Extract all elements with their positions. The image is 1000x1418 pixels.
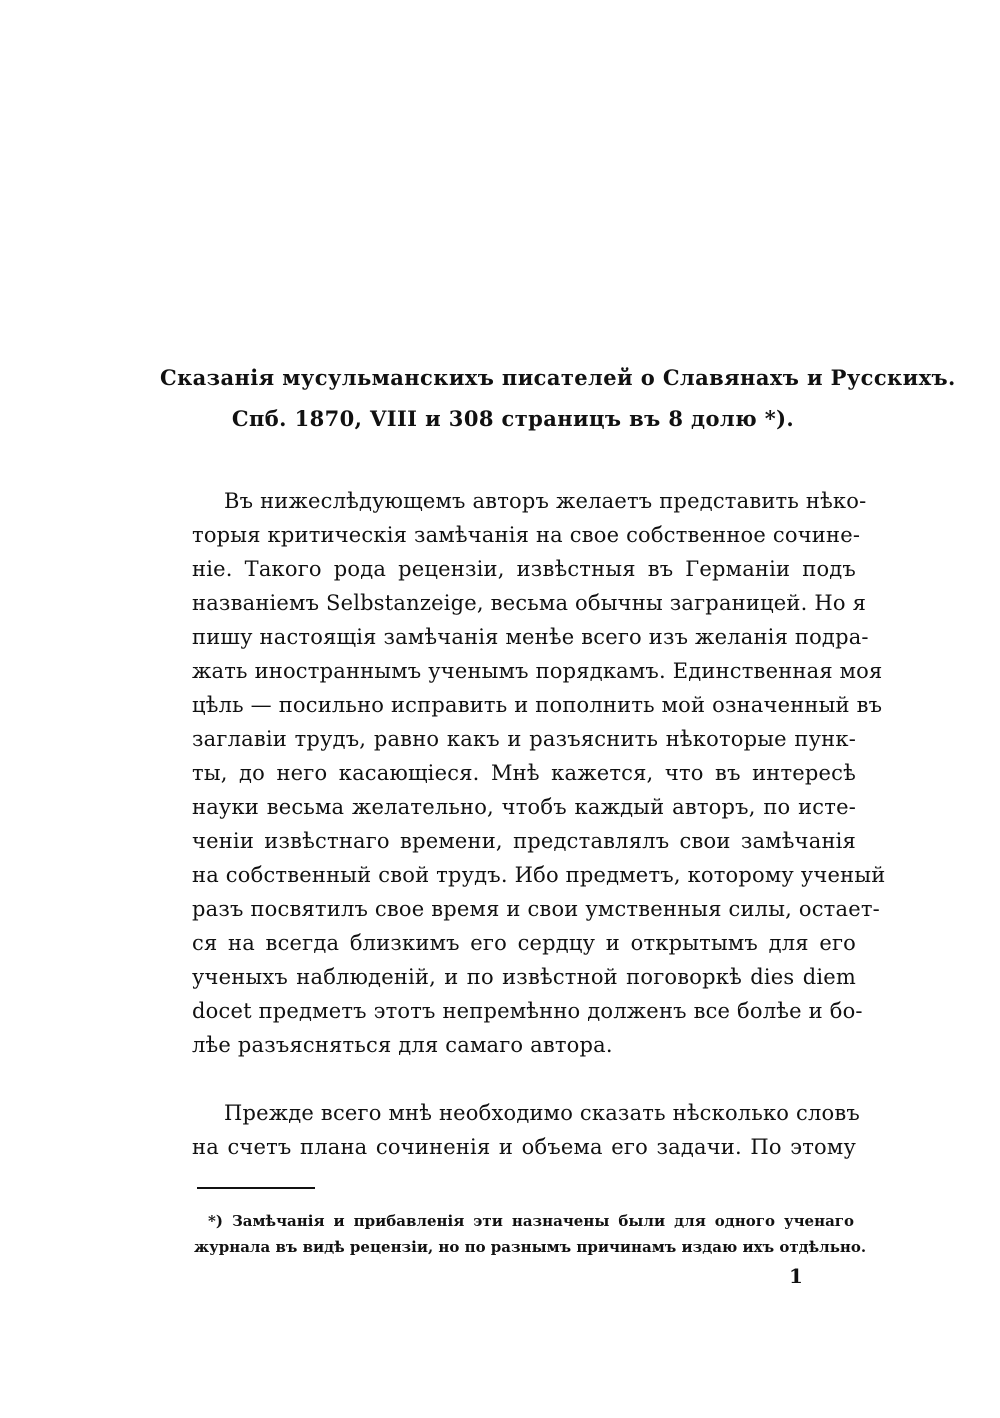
text-line: науки весьма желательно, чтобъ каждый авторъ, по исте- bbox=[192, 795, 856, 819]
text-line: жать иностраннымъ ученымъ порядкамъ. Единственная моя bbox=[192, 659, 883, 683]
text-line: цѣль — посильно исправить и пополнить мой означенный въ bbox=[192, 693, 883, 717]
text-line: названіемъ Selbstanzeige, весьма обычны заграницей. Но я bbox=[192, 591, 867, 615]
page-number: 1 bbox=[789, 1264, 803, 1288]
text-line: Прежде всего мнѣ необходимо сказать нѣсколько словъ bbox=[224, 1101, 860, 1125]
text-line: ты, до него касающіеся. Мнѣ кажется, что въ интересѣ bbox=[192, 761, 856, 785]
text-line: Въ нижеслѣдующемъ авторъ желаетъ представить нѣко- bbox=[224, 489, 867, 513]
text-line: на счетъ плана сочиненія и объема его задачи. По этому bbox=[192, 1135, 856, 1159]
text-line: docet предметъ этотъ непремѣнно долженъ все болѣе и бо- bbox=[192, 999, 863, 1023]
text-line: торыя критическія замѣчанія на свое собственное сочине- bbox=[192, 523, 861, 547]
text-line: на собственный свой трудъ. Ибо предметъ, которому ученый bbox=[192, 863, 886, 887]
title-line-1: Сказанія мусульманскихъ писателей о Славянахъ и Русскихъ. bbox=[160, 365, 956, 390]
text-line: разъ посвятилъ свое время и свои умственныя силы, остает- bbox=[192, 897, 880, 921]
text-line: лѣе разъясняться для самаго автора. bbox=[192, 1033, 613, 1057]
footnote-line: журнала въ видѣ рецензіи, но по разнымъ причинамъ издаю ихъ отдѣльно. bbox=[194, 1238, 867, 1256]
text-line: ся на всегда близкимъ его сердцу и открытымъ для его bbox=[192, 931, 856, 955]
text-line: ніе. Такого рода рецензіи, извѣстныя въ Германіи подъ bbox=[192, 557, 856, 581]
text-line: пишу настоящія замѣчанія менѣе всего изъ желанія подра- bbox=[192, 625, 869, 649]
text-line: ученыхъ наблюденій, и по извѣстной поговоркѣ dies diem bbox=[192, 965, 856, 989]
footnote-line: *) Замѣчанія и прибавленія эти назначены были для одного ученаго bbox=[208, 1212, 854, 1230]
text-line: ченіи извѣстнаго времени, представлялъ свои замѣчанія bbox=[192, 829, 856, 853]
text-line: заглавіи трудъ, равно какъ и разъяснить нѣкоторые пунк- bbox=[192, 727, 856, 751]
footnote-divider bbox=[197, 1187, 315, 1189]
title-line-2: Спб. 1870, VIII и 308 страницъ въ 8 долю *). bbox=[231, 406, 795, 431]
